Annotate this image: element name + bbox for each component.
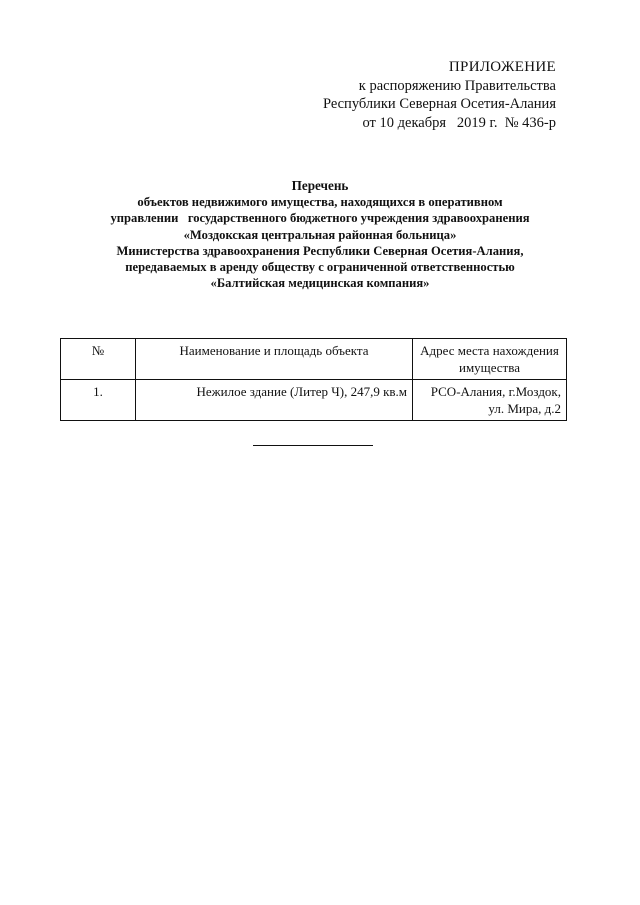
appendix-line-order: к распоряжению Правительства xyxy=(358,77,556,94)
table-header-row xyxy=(61,339,567,380)
appendix-block xyxy=(323,58,556,132)
header-number: № xyxy=(61,339,136,380)
title-line: «Балтийская медицинская компания» xyxy=(210,276,430,291)
appendix-line-date-number: от 10 декабря 2019 г. № 436-р xyxy=(362,114,556,131)
closing-rule xyxy=(253,445,373,446)
header-address: Адрес места нахождения имущества xyxy=(413,339,567,380)
table-row xyxy=(61,380,567,421)
address-line: РСО-Алания, г.Моздок, xyxy=(430,384,561,399)
cell-name-area: Нежилое здание (Литер Ч), 247,9 кв.м xyxy=(136,380,413,421)
appendix-heading: ПРИЛОЖЕНИЕ xyxy=(448,59,556,75)
title-line: Министерства здравоохранения Республики Северная Осетия-Алания, xyxy=(116,243,524,258)
title-line: «Моздокская центральная районная больница» xyxy=(183,227,457,242)
appendix-line-republic: Республики Северная Осетия-Алания xyxy=(322,96,556,112)
title-line: управлении государственного бюджетного учреждения здравоохранения xyxy=(110,211,530,226)
title-line: объектов недвижимого имущества, находящихся в оперативном xyxy=(137,195,503,210)
objects-table xyxy=(60,338,567,421)
address-line: ул. Мира, д.2 xyxy=(488,401,561,416)
cell-address xyxy=(413,380,567,421)
document-title xyxy=(40,178,600,291)
title-line: передаваемых в аренду обществу с ограниченной ответственностью xyxy=(125,260,515,275)
header-name-area: Наименование и площадь объекта xyxy=(136,339,413,380)
cell-number: 1. xyxy=(61,380,136,421)
title-heading: Перечень xyxy=(291,178,349,193)
